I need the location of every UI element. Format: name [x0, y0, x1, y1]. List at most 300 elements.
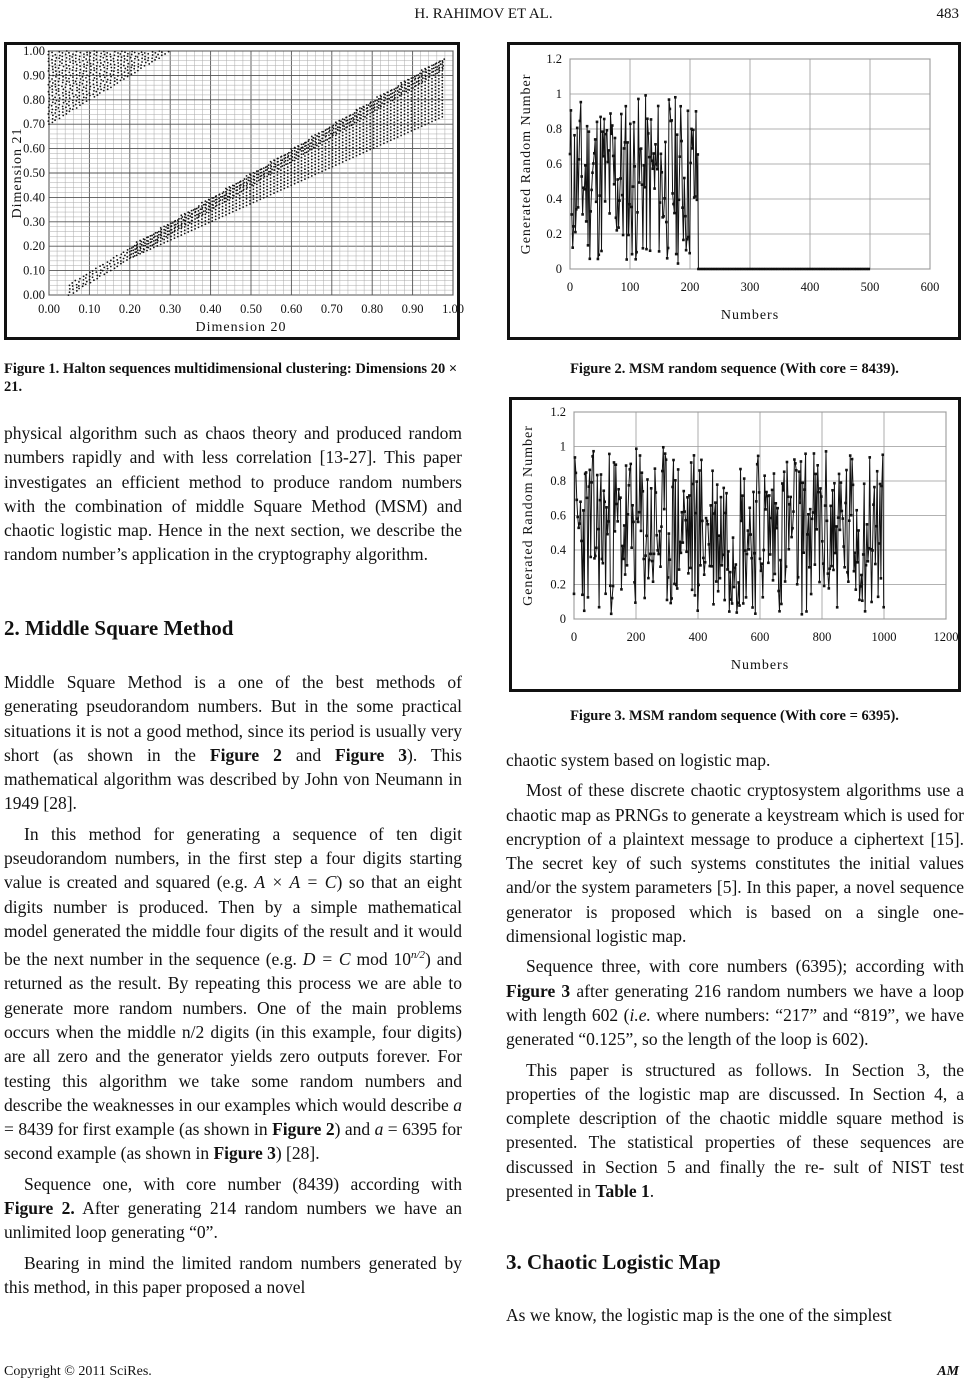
- scatter-point: [259, 172, 261, 174]
- scatter-point: [155, 232, 157, 234]
- scatter-point: [435, 106, 437, 108]
- scatter-point: [349, 128, 351, 130]
- scatter-point: [184, 223, 186, 225]
- scatter-point: [85, 283, 87, 285]
- scatter-point: [314, 154, 316, 156]
- scatter-point: [122, 261, 124, 263]
- scatter-point: [242, 200, 244, 202]
- scatter-point: [376, 106, 378, 108]
- scatter-point: [397, 120, 399, 122]
- scatter-point: [48, 97, 50, 99]
- scatter-point: [332, 129, 334, 131]
- y-axis-label: Generated Random Number: [519, 73, 534, 255]
- data-point: [655, 163, 658, 166]
- scatter-point: [106, 265, 108, 267]
- scatter-point: [301, 173, 303, 175]
- journal-abbrev: AM: [937, 1364, 959, 1379]
- data-point: [731, 602, 734, 605]
- data-point: [798, 268, 801, 271]
- scatter-point: [366, 140, 368, 142]
- data-point: [815, 528, 818, 531]
- scatter-point: [349, 155, 351, 157]
- scatter-point: [428, 79, 430, 81]
- data-point: [776, 507, 779, 510]
- scatter-point: [307, 167, 309, 169]
- scatter-point: [397, 130, 399, 132]
- scatter-point: [335, 148, 337, 150]
- scatter-point: [380, 131, 382, 133]
- scatter-point: [83, 53, 85, 55]
- scatter-point: [227, 196, 229, 198]
- scatter-point: [235, 206, 237, 208]
- scatter-point: [438, 91, 440, 93]
- scatter-point: [78, 88, 80, 90]
- data-point: [765, 491, 768, 494]
- scatter-point: [96, 51, 98, 53]
- scatter-point: [304, 145, 306, 147]
- scatter-point: [273, 172, 275, 174]
- scatter-point: [287, 156, 289, 158]
- scatter-point: [328, 148, 330, 150]
- scatter-point: [93, 279, 95, 281]
- scatter-point: [410, 127, 412, 129]
- scatter-point: [228, 193, 230, 195]
- scatter-point: [184, 216, 186, 218]
- data-point: [878, 542, 881, 545]
- data-point: [682, 490, 685, 493]
- scatter-point: [170, 232, 172, 234]
- data-point: [595, 547, 598, 550]
- scatter-point: [124, 71, 126, 73]
- scatter-point: [117, 75, 119, 77]
- data-point: [668, 98, 671, 101]
- paragraph: chaotic system based on logistic map.: [506, 750, 771, 770]
- data-point: [799, 502, 802, 505]
- data-point: [581, 213, 584, 216]
- scatter-point: [428, 66, 430, 68]
- scatter-point: [373, 144, 375, 146]
- scatter-point: [280, 163, 282, 165]
- scatter-point: [428, 93, 430, 95]
- data-point: [688, 494, 691, 497]
- scatter-point: [147, 60, 149, 62]
- scatter-point: [417, 110, 419, 112]
- scatter-point: [204, 207, 206, 209]
- data-point: [641, 471, 644, 474]
- data-point: [590, 189, 593, 192]
- data-point: [861, 599, 864, 602]
- scatter-point: [332, 126, 334, 128]
- scatter-point: [441, 60, 443, 62]
- scatter-point: [177, 226, 179, 228]
- scatter-point: [373, 104, 375, 106]
- scatter-point: [287, 183, 289, 185]
- scatter-point: [83, 279, 85, 281]
- scatter-point: [349, 135, 351, 137]
- scatter-point: [311, 139, 313, 141]
- scatter-point: [376, 129, 378, 131]
- scatter-point: [431, 71, 433, 73]
- scatter-point: [290, 175, 292, 177]
- scatter-point: [143, 245, 145, 247]
- data-point: [645, 248, 648, 251]
- y-tick-label: 1.00: [23, 44, 45, 58]
- scatter-point: [323, 134, 325, 136]
- scatter-point: [321, 131, 323, 133]
- data-point: [684, 215, 687, 218]
- scatter-point: [297, 171, 299, 173]
- data-point: [850, 514, 853, 517]
- data-point: [600, 473, 603, 476]
- scatter-point: [117, 262, 119, 264]
- scatter-point: [424, 68, 426, 70]
- data-point: [581, 593, 584, 596]
- scatter-point: [54, 96, 56, 98]
- scatter-point: [421, 115, 423, 117]
- scatter-point: [383, 129, 385, 131]
- scatter-point: [246, 205, 248, 207]
- scatter-point: [143, 238, 145, 240]
- scatter-point: [256, 174, 258, 176]
- scatter-point: [347, 122, 349, 124]
- scatter-point: [400, 102, 402, 104]
- data-point: [800, 460, 803, 463]
- scatter-point: [82, 73, 84, 75]
- scatter-point: [332, 153, 334, 155]
- scatter-point: [332, 134, 334, 136]
- scatter-point: [374, 100, 376, 102]
- scatter-point: [104, 76, 106, 78]
- scatter-point: [369, 116, 371, 118]
- scatter-point: [59, 61, 61, 63]
- right-column-body: [506, 748, 964, 1209]
- scatter-point: [304, 158, 306, 160]
- scatter-point: [376, 99, 378, 101]
- scatter-point: [142, 54, 144, 56]
- scatter-point: [239, 185, 241, 187]
- scatter-point: [49, 87, 51, 89]
- data-point: [832, 569, 835, 572]
- data-point: [621, 545, 624, 548]
- data-point: [826, 520, 829, 523]
- scatter-point: [232, 194, 234, 196]
- data-point: [699, 564, 702, 567]
- scatter-point: [332, 162, 334, 164]
- data-point: [619, 496, 622, 499]
- data-point: [674, 96, 677, 99]
- scatter-point: [76, 51, 78, 53]
- scatter-point: [180, 214, 182, 216]
- scatter-point: [301, 150, 303, 152]
- scatter-point: [95, 91, 97, 93]
- scatter-point: [62, 108, 64, 110]
- scatter-point: [201, 212, 203, 214]
- scatter-point: [397, 87, 399, 89]
- scatter-point: [345, 130, 347, 132]
- y-axis-label: Dimension 21: [10, 127, 25, 219]
- scatter-point: [277, 171, 279, 173]
- scatter-point: [127, 69, 129, 71]
- scatter-point: [89, 95, 91, 97]
- scatter-point: [435, 86, 437, 88]
- scatter-point: [93, 96, 95, 98]
- data-point: [653, 187, 656, 190]
- data-point: [591, 171, 594, 174]
- scatter-point: [283, 188, 285, 190]
- data-point: [616, 178, 619, 181]
- scatter-point: [59, 117, 61, 119]
- scatter-point: [131, 247, 133, 249]
- scatter-point: [237, 193, 239, 195]
- scatter-point: [89, 86, 91, 88]
- data-point: [631, 253, 634, 256]
- scatter-point: [277, 174, 279, 176]
- scatter-point: [366, 117, 368, 119]
- scatter-point: [52, 82, 54, 84]
- data-point: [615, 216, 618, 219]
- scatter-point: [208, 215, 210, 217]
- scatter-point: [369, 126, 371, 128]
- scatter-point: [127, 55, 129, 57]
- scatter-point: [422, 71, 424, 73]
- data-point: [573, 593, 576, 596]
- scatter-point: [65, 74, 67, 76]
- data-point: [734, 566, 737, 569]
- data-point: [689, 162, 692, 165]
- scatter-point: [314, 147, 316, 149]
- scatter-point: [90, 69, 92, 71]
- scatter-point: [436, 69, 438, 71]
- scatter-point: [414, 119, 416, 121]
- scatter-point: [277, 158, 279, 160]
- data-point: [679, 541, 682, 544]
- scatter-point: [106, 272, 108, 274]
- data-point: [810, 268, 813, 271]
- data-point: [851, 268, 854, 271]
- scatter-point: [172, 232, 174, 234]
- scatter-point: [184, 233, 186, 235]
- scatter-point: [441, 109, 443, 111]
- scatter-point: [99, 86, 101, 88]
- data-point: [814, 563, 817, 566]
- y-tick-label: 0.8: [550, 474, 566, 488]
- scatter-point: [62, 76, 64, 78]
- x-tick-label: 400: [800, 280, 820, 294]
- scatter-point: [100, 83, 102, 85]
- scatter-point: [86, 81, 88, 83]
- scatter-point: [123, 65, 125, 67]
- scatter-point: [273, 182, 275, 184]
- scatter-point: [211, 200, 213, 202]
- scatter-point: [404, 117, 406, 119]
- scatter-point: [259, 169, 261, 171]
- scatter-point: [352, 147, 354, 149]
- scatter-point: [208, 202, 210, 204]
- scatter-point: [93, 60, 95, 62]
- scatter-point: [218, 194, 220, 196]
- scatter-point: [328, 164, 330, 166]
- scatter-point: [435, 103, 437, 105]
- scatter-point: [79, 82, 81, 84]
- scatter-point: [141, 251, 143, 253]
- data-point: [725, 492, 728, 495]
- scatter-point: [194, 228, 196, 230]
- data-point: [673, 212, 676, 215]
- data-point: [652, 152, 655, 155]
- scatter-point: [380, 111, 382, 113]
- data-point: [719, 577, 722, 580]
- scatter-point: [267, 167, 269, 169]
- scatter-point: [352, 137, 354, 139]
- scatter-point: [154, 59, 156, 61]
- scatter-point: [72, 80, 74, 82]
- scatter-point: [438, 94, 440, 96]
- scatter-point: [421, 89, 423, 91]
- data-point: [835, 525, 838, 528]
- scatter-point: [156, 242, 158, 244]
- scatter-point: [397, 97, 399, 99]
- data-point: [692, 129, 695, 132]
- scatter-point: [349, 122, 351, 124]
- scatter-point: [83, 63, 85, 65]
- scatter-point: [312, 137, 314, 139]
- data-point: [664, 141, 667, 144]
- scatter-point: [75, 100, 77, 102]
- scatter-point: [184, 226, 186, 228]
- x-tick-label: 0.90: [401, 302, 424, 316]
- data-point: [629, 468, 632, 471]
- scatter-point: [184, 213, 186, 215]
- scatter-point: [65, 97, 67, 99]
- data-point: [686, 238, 689, 241]
- data-point: [813, 452, 816, 455]
- scatter-point: [139, 253, 141, 255]
- scatter-point: [376, 113, 378, 115]
- data-point: [755, 500, 758, 503]
- data-point: [585, 471, 588, 474]
- scatter-point: [393, 88, 395, 90]
- scatter-point: [222, 196, 224, 198]
- scatter-point: [386, 121, 388, 123]
- data-point: [808, 566, 811, 569]
- data-point: [724, 512, 727, 515]
- scatter-point: [277, 168, 279, 170]
- scatter-point: [48, 107, 50, 109]
- data-point: [688, 252, 691, 255]
- scatter-point: [63, 102, 65, 104]
- scatter-point: [271, 172, 273, 174]
- scatter-point: [253, 188, 255, 190]
- x-tick-label: 500: [860, 280, 880, 294]
- scatter-point: [93, 53, 95, 55]
- scatter-point: [352, 117, 354, 119]
- scatter-point: [144, 242, 146, 244]
- data-point: [612, 155, 615, 158]
- data-point: [715, 580, 718, 583]
- scatter-point: [82, 285, 84, 287]
- scatter-point: [404, 80, 406, 82]
- scatter-point: [191, 230, 193, 232]
- scatter-point: [352, 127, 354, 129]
- scatter-point: [211, 207, 213, 209]
- scatter-point: [242, 186, 244, 188]
- scatter-point: [338, 159, 340, 161]
- data-point: [588, 485, 591, 488]
- data-point: [707, 268, 710, 271]
- scatter-point: [83, 70, 85, 72]
- scatter-point: [55, 109, 57, 111]
- scatter-point: [156, 235, 158, 237]
- scatter-point: [213, 200, 215, 202]
- scatter-point: [204, 210, 206, 212]
- scatter-point: [211, 197, 213, 199]
- scatter-point: [201, 218, 203, 220]
- scatter-point: [76, 64, 78, 66]
- data-point: [817, 268, 820, 271]
- scatter-point: [83, 275, 85, 277]
- scatter-point: [404, 126, 406, 128]
- scatter-point: [194, 221, 196, 223]
- scatter-point: [342, 125, 344, 127]
- scatter-point: [65, 86, 67, 88]
- scatter-point: [369, 135, 371, 137]
- data-point: [579, 120, 582, 123]
- scatter-point: [371, 108, 373, 110]
- scatter-point: [132, 249, 134, 251]
- scatter-point: [273, 166, 275, 168]
- data-point: [744, 549, 747, 552]
- scatter-point: [353, 118, 355, 120]
- scatter-point: [414, 92, 416, 94]
- scatter-point: [373, 124, 375, 126]
- scatter-point: [357, 114, 359, 116]
- scatter-point: [66, 103, 68, 105]
- scatter-point: [96, 65, 98, 67]
- scatter-point: [400, 131, 402, 133]
- scatter-point: [410, 107, 412, 109]
- scatter-point: [119, 257, 121, 259]
- data-point: [749, 533, 752, 536]
- data-point: [591, 455, 594, 458]
- scatter-point: [380, 124, 382, 126]
- scatter-point: [380, 118, 382, 120]
- scatter-point: [69, 97, 71, 99]
- scatter-point: [120, 60, 122, 62]
- scatter-point: [204, 200, 206, 202]
- scatter-point: [246, 182, 248, 184]
- scatter-point: [51, 59, 53, 61]
- scatter-point: [332, 139, 334, 141]
- scatter-point: [338, 133, 340, 135]
- data-point: [739, 468, 742, 471]
- scatter-point: [164, 53, 166, 55]
- scatter-point: [342, 154, 344, 156]
- scatter-point: [116, 265, 118, 267]
- scatter-point: [280, 156, 282, 158]
- scatter-point: [73, 96, 75, 98]
- scatter-point: [404, 90, 406, 92]
- scatter-point: [160, 234, 162, 236]
- scatter-point: [435, 70, 437, 72]
- data-point: [576, 516, 579, 519]
- scatter-point: [338, 156, 340, 158]
- data-point: [851, 458, 854, 461]
- scatter-point: [146, 240, 148, 242]
- scatter-point: [170, 229, 172, 231]
- scatter-point: [123, 258, 125, 260]
- data-point: [827, 572, 830, 575]
- scatter-point: [117, 52, 119, 54]
